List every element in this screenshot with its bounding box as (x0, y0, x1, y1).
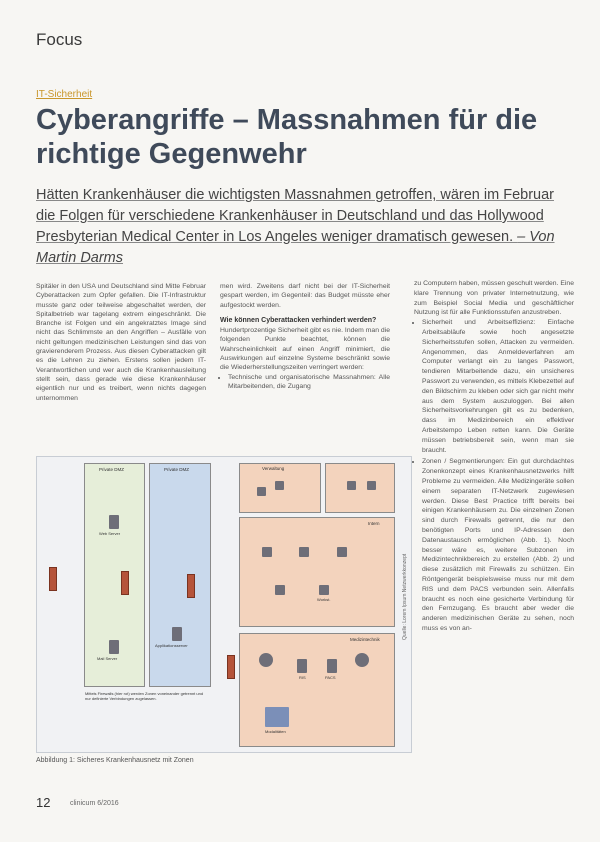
body-column-2 (220, 282, 390, 393)
figure-caption: Abbildung 1: Sicheres Krankenhausnetz mit Zonen (36, 757, 194, 764)
col3-intro: zu Computern haben, müssen geschult werden. Eine klare Trennung von privater Internetnutzung, wie zum Beispiel Social Media und geschäftlicher Nutzung ist für alle Funktionsstufen anzustreben. (414, 280, 574, 317)
lead-paragraph (36, 185, 568, 269)
device-label: Workst. (317, 597, 331, 602)
server-icon (109, 515, 119, 529)
magazine-issue: clinicum 6/2016 (70, 800, 119, 807)
workstation-icon (347, 481, 356, 490)
server-icon (172, 627, 182, 641)
lead-author: – Von Martin Darms (36, 229, 555, 266)
workstation-icon (262, 547, 272, 557)
lead-text: Hätten Krankenhäuser die wichtigsten Massnahmen getroffen, wären im Februar die Folgen für verschiedene Krankenhäuser in Deutschland und das Hollywood Presbyterian Medical Center in Los Angeles weniger dramatisch gewesen. (36, 187, 554, 245)
figure-side-note: Quelle: Lorem Ipsum Netzwerkkonzept (402, 553, 408, 640)
zone-label: Verwaltung (262, 466, 285, 471)
firewall-icon (49, 567, 57, 591)
device-label: Modalitäten (265, 729, 286, 734)
section-label: Focus (36, 30, 83, 49)
list-item: • Technische und organisatorische Massnahmen: Alle Mitarbeitenden, die Zugang (228, 373, 390, 392)
page-number: 12 (36, 795, 51, 810)
workstation-icon (337, 547, 347, 557)
workstation-icon (275, 481, 284, 490)
workstation-icon (367, 481, 376, 490)
col3-list (414, 318, 574, 634)
network-diagram-figure (36, 456, 412, 753)
workstation-icon (275, 585, 285, 595)
list-item: • Sicherheit und Arbeitseffizienz: Einfache Arbeitsabläufe sowie hoch angesetzte Sicherheitsstufen sollen, Attacken zu vermeiden. Angenommen, das Anmeldeverfahren am Computer verlangt ein zu langes Passwort, tendieren Mitarbeitende dazu, ein unsicheres Passwort zu verwenden, es mittels Klebezettel auf den Bildschirm zu kleben oder sich gar nicht mehr aus dem System auszuloggen. Bei allen Sicherheitsvorkehrungen gilt es zu bedenken, dass im Medizinbereich ein effektiver Arbeitstempo Leben retten kann. Die Geräte müssen betriebsbereit sein, wenn man sie braucht. (422, 318, 574, 455)
zone-dmz-2 (149, 463, 211, 687)
body-column-1 (36, 282, 206, 403)
server-icon (297, 659, 307, 673)
workstation-icon (257, 487, 266, 496)
zone-intern (239, 517, 395, 627)
firewall-icon (187, 574, 195, 598)
workstation-icon (299, 547, 309, 557)
zone-medtech (239, 633, 395, 747)
modality-icon (259, 653, 273, 667)
zone-label: Private DMZ (164, 467, 190, 472)
modality-icon (355, 653, 369, 667)
device-label: Web Server (99, 531, 121, 536)
device-label: PACS (325, 675, 336, 680)
col2-intro: men wird. Zweitens darf nicht bei der IT-Sicherheit gespart werden, im Gegenteil: das Budget müsste eher aufgestockt werden. (220, 283, 390, 309)
firewall-icon (227, 655, 235, 679)
server-icon (327, 659, 337, 673)
zone-label: Intern (368, 521, 380, 526)
headline: Cyberangriffe – Massnahmen für die richtige Gegenwehr (36, 104, 538, 170)
device-label: Applikationsserver (155, 643, 188, 648)
workstation-icon (319, 585, 329, 595)
zone-label: Private DMZ (99, 467, 125, 472)
col2-heading: Wie können Cyberattacken verhindert werden? (220, 316, 377, 324)
modality-icon (265, 707, 289, 727)
col1-paragraph: Spitäler in den USA und Deutschland sind Mitte Februar Cyberattacken zum Opfer gefallen. Die IT-Infrastruktur musste ganz oder teilweise abgeschaltet werden, der Spitalbetrieb war tagelang extrem eingeschränkt. Die Branche ist Folgen und ein angekratztes Image sind nicht das Schlimmste an den Angriffen – Ausfälle von nicht geltungen medizinischen Leistungen sind das von gravierenderem Prozess. Aus diesen Cyberattacken gilt es die Lehren zu ziehen. Erstens sollen jedem IT-Verantwortlichen und wer auch die Krankenhausleitung stellt sein, dass gerade wie diese Krankenhäuser eigentlich nur und es treibert, wenn nichts dagegen unternommen (36, 283, 206, 402)
kicker[interactable]: IT-Sicherheit (36, 89, 93, 100)
body-column-3 (414, 279, 574, 636)
device-label: Mail Server (97, 656, 118, 661)
server-icon (109, 640, 119, 654)
col2-body: Hundertprozentige Sicherheit gibt es nie. Indem man die folgenden Punkte beachtet, können die Wahrscheinlichkeit auf einen Angriff minimiert, die Auswirkungen auf einzelne Systeme beschränkt sowie die Wiederherstellungszeiten verringert werden: (220, 327, 390, 372)
zone-admin-small (325, 463, 395, 513)
zone-label: Medizintechnik (350, 637, 380, 642)
list-item: • Zonen / Segmentierungen: Ein gut durchdachtes Zonenkonzept eines Krankenhausnetzwerks hilft Probleme zu vermeiden. Alle Medizingeräte sollen einem separaten IT-Netzwerk zugewiesen werden. Diese Best Practice trifft bereits bei einigen Krankenhäusern zu. Die einzelnen Zonen sind durch Firewalls getrennt, die nur den benötigten Ports und IP-Adressen den Datenaustausch ermöglichen (Abb. 1). Noch besser wäre es, weitere Subzonen im Medizintechnikbereich zu erstellen (Abb. 2) und diese zusätzlich mit Firewalls zu schützen. Ein Röntgengerät beispielsweise muss nur mit dem RIS und dem PACS verbunden sein. Allenfalls braucht es noch eine gesicherte Verbindung für den Fernzugang. Es braucht aber weder die anderen medizinischen Geräte zu sehen, noch muss es von an- (422, 457, 574, 633)
legend-note: Mittels Firewalls (hier rot) werden Zonen voneinander getrennt und nur definierte Verbindungen zugelassen. (85, 691, 204, 701)
device-label: RIS (299, 675, 306, 680)
col2-list (220, 373, 390, 392)
firewall-icon (121, 571, 129, 595)
